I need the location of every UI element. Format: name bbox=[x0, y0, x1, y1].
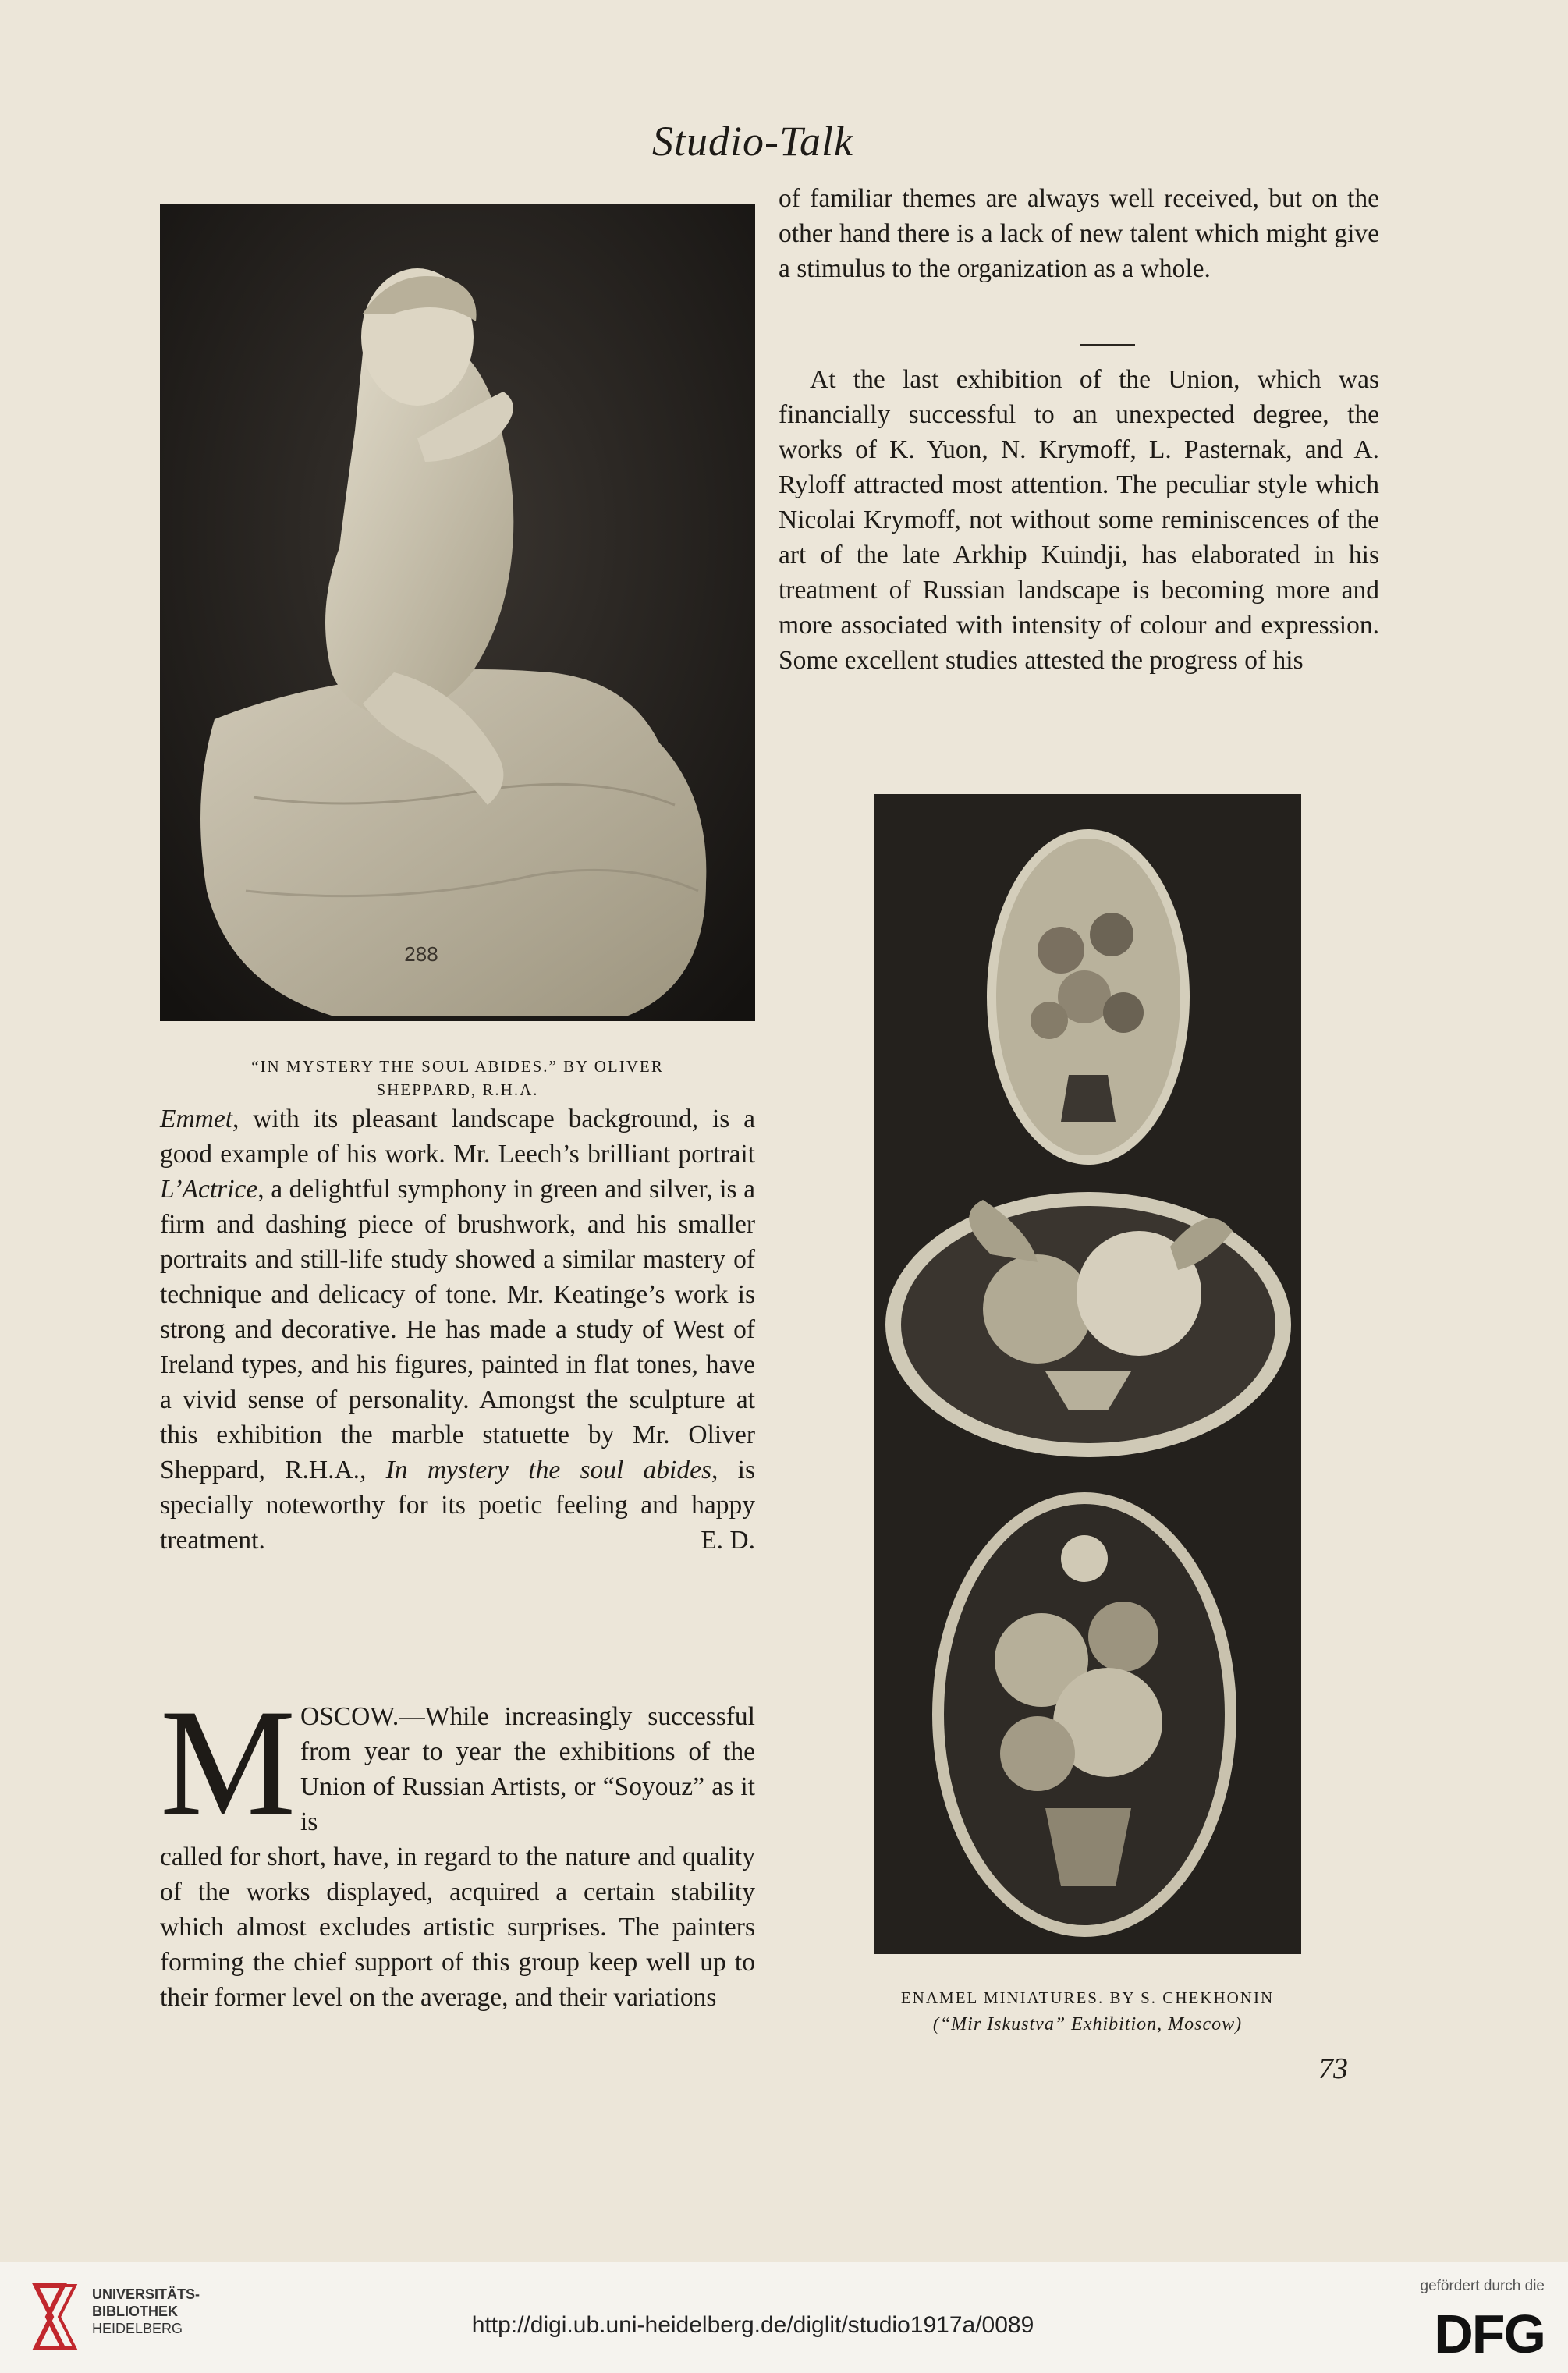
paragraph bbox=[160, 1101, 755, 1558]
figure1-caption-line2: SHEPPARD, R.H.A. bbox=[376, 1080, 539, 1099]
paragraph: of familiar themes are always well received, but on the other hand there is a lack of new talent which might give a stimulus to the organization as a whole. bbox=[779, 184, 1379, 283]
figure2-caption-line1: ENAMEL MINIATURES. BY S. CHEKHONIN bbox=[900, 1988, 1275, 2007]
text-run: , with its pleasant landscape background, is a good example of his work. Mr. Leech’s brilliant portrait bbox=[160, 1105, 755, 1169]
section-rule bbox=[1080, 344, 1135, 346]
logo-line: UNIVERSITÄTS- bbox=[92, 2286, 200, 2302]
figure2-caption bbox=[827, 1986, 1348, 2009]
figure1-caption-line1: “IN MYSTERY THE SOUL ABIDES.” BY OLIVER bbox=[251, 1057, 664, 1076]
author-signature: E. D. bbox=[701, 1526, 755, 1555]
dfg-logo[interactable]: DFG bbox=[1434, 2304, 1545, 2364]
italic-title-statuette: In mystery the soul abides bbox=[385, 1456, 712, 1484]
sculpture-photograph bbox=[160, 204, 755, 1021]
permalink-url[interactable]: http://digi.ub.uni-heidelberg.de/diglit/studio1917a/0089 bbox=[471, 2312, 1034, 2338]
sculpture-illustration bbox=[160, 204, 755, 1021]
plinth-number: 288 bbox=[404, 942, 438, 966]
right-column-top-paragraph bbox=[779, 181, 1379, 286]
enamel-miniatures-photograph bbox=[874, 794, 1301, 1954]
moscow-opening-lines: OSCOW.—While increasingly successful from year to year the exhibitions of the Union of Russian Artists, or “Soyouz” as it is bbox=[300, 1702, 755, 1836]
moscow-paragraph: called for short, have, in regard to the nature and quality of the works displayed, acquired a certain stability which almost excludes artistic surprises. The painters forming the chief support of this group keep well up to their former level on the average, and their variations bbox=[160, 1843, 755, 2012]
funding-note: gefördert durch die bbox=[1420, 2278, 1545, 2294]
text-run: , a delightful symphony in green and silver, is a firm and dashing piece of brushwork, and his smaller portraits and still-life study showed a similar mastery of technique and delicacy of tone. Mr. Keatinge’s work is strong and decorative. He has made a study of West of Ireland types, and his figures, painted in flat tones, have a vivid sense of personality. Amongst the sculpture at this exhibition the marble statuette by Mr. Oliver Sheppard, R.H.A., bbox=[160, 1175, 755, 1484]
running-head: Studio-Talk bbox=[651, 118, 854, 165]
logo-line: BIBLIOTHEK bbox=[92, 2304, 178, 2319]
viewer-footer bbox=[0, 2262, 1568, 2373]
enamel-miniatures-illustration bbox=[874, 794, 1301, 1954]
drop-cap: M bbox=[160, 1678, 296, 1847]
italic-title-emmet: Emmet bbox=[160, 1105, 233, 1133]
left-column-paragraph bbox=[160, 1101, 755, 1558]
right-column-second-paragraph bbox=[779, 362, 1379, 678]
figure1-caption bbox=[160, 1055, 755, 1101]
logo-line: HEIDELBERG bbox=[92, 2321, 183, 2336]
text-run: , is specially noteworthy for its poetic feeling and happy treatment. bbox=[160, 1456, 755, 1555]
figure2-caption-subtitle: (“Mir Iskustva” Exhibition, Moscow) bbox=[932, 2014, 1243, 2034]
italic-title-lactrice: L’Actrice bbox=[160, 1175, 258, 1204]
page-number: 73 bbox=[1318, 2052, 1348, 2085]
paragraph: At the last exhibition of the Union, which was financially successful to an unexpected degree, the works of K. Yuon, N. Krymoff, L. Pasternak, and A. Ryloff attracted most attention. The peculiar style which Nicolai Krymoff, not without some reminiscences of the art of the late Arkhip Kuindji, has elaborated in his treatment of Russian landscape is becoming more and more associated with intensity of colour and expression. Some excellent studies attested the progress of his bbox=[779, 365, 1379, 675]
